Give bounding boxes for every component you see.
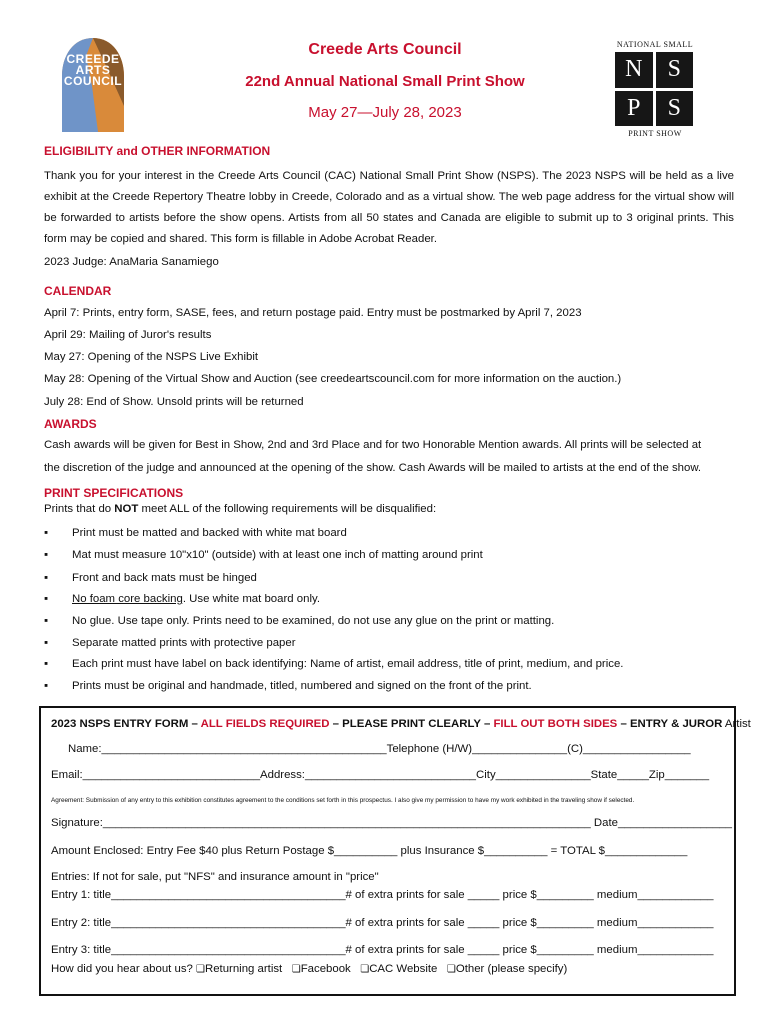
nsps-letter-s2: S <box>656 91 694 127</box>
spec-text: Prints must be original and handmade, titled, numbered and signed on the front of the print. <box>72 680 532 692</box>
entry-3-field[interactable]: Entry 3: title_____________________________________# of extra prints for sale _____ price $_________ medium____________ <box>51 944 714 956</box>
nsps-logo-bottom-text: PRINT SHOW <box>628 129 682 138</box>
option-returning-artist[interactable]: Returning artist <box>204 963 283 975</box>
option-facebook[interactable]: Facebook <box>300 963 351 975</box>
logo-word-arts: ARTS <box>75 63 111 77</box>
amount-enclosed-field[interactable]: Amount Enclosed: Entry Fee $40 plus Return Postage $__________ plus Insurance $__________ = TOTAL $_____________ <box>51 845 688 857</box>
entries-note: Entries: If not for sale, put "NFS" and insurance amount in "price" <box>51 871 379 883</box>
spec-item <box>44 680 532 692</box>
calendar-item: April 7: Prints, entry form, SASE, fees, and return postage paid. Entry must be postmarked by April 7, 2023 <box>44 307 582 319</box>
form-title-both-sides: FILL OUT BOTH SIDES <box>493 718 618 730</box>
show-dates: May 27—July 28, 2023 <box>308 104 462 121</box>
spec-item <box>44 658 623 670</box>
form-title-c: – PLEASE PRINT CLEARLY – <box>329 718 494 730</box>
spec-text: Print must be matted and backed with white mat board <box>72 527 347 539</box>
spec-item <box>44 549 483 561</box>
spec-text: Separate matted prints with protective paper <box>72 637 296 649</box>
specs-intro-c: meet ALL of the following requirements will be disqualified: <box>138 503 437 515</box>
bullet-icon: ▪ <box>44 549 49 561</box>
how-did-you-hear-row <box>51 963 567 975</box>
spec-text: Each print must have label on back identifying: Name of artist, email address, title of print, medium, and price. <box>72 658 624 670</box>
eligibility-heading: ELIGIBILITY and OTHER INFORMATION <box>44 144 271 158</box>
entry-form-title <box>51 718 751 730</box>
bullet-icon: ▪ <box>44 527 49 539</box>
entry-1-field[interactable]: Entry 1: title_____________________________________# of extra prints for sale _____ price $_________ medium____________ <box>51 889 714 901</box>
spec-text-underlined: No foam core backing <box>72 593 183 605</box>
hear-label: How did you hear about us? <box>51 963 193 975</box>
spec-text: No glue. Use tape only. Prints need to be examined, do not use any glue on the print or matting. <box>72 615 555 627</box>
specs-heading: PRINT SPECIFICATIONS <box>44 486 184 500</box>
specs-intro <box>44 503 436 515</box>
checkbox-icon[interactable]: ❏ <box>291 964 301 975</box>
nsps-letter-p: P <box>615 91 653 127</box>
entry-2-field[interactable]: Entry 2: title_____________________________________# of extra prints for sale _____ price $_________ medium____________ <box>51 917 714 929</box>
checkbox-icon[interactable]: ❏ <box>196 964 205 975</box>
entry-form-box <box>39 706 751 996</box>
spec-item <box>44 593 320 605</box>
form-title-artist: Artist <box>722 718 751 730</box>
bullet-icon: ▪ <box>44 680 49 692</box>
awards-heading: AWARDS <box>44 417 97 431</box>
spec-text: . Use white mat board only. <box>182 593 320 605</box>
nsps-letter-n: N <box>615 52 653 88</box>
spec-text: Mat must measure 10"x10" (outside) with at least one inch of matting around print <box>72 549 483 561</box>
spec-item <box>44 527 347 539</box>
name-phone-field[interactable]: Name:_____________________________________________Telephone (H/W)_______________(C)_________________ <box>68 743 691 755</box>
bullet-icon: ▪ <box>44 637 49 649</box>
spec-text: Front and back mats must be hinged <box>72 572 257 584</box>
option-cac-website[interactable]: CAC Website <box>369 963 438 975</box>
signature-date-field[interactable]: Signature:_____________________________________________________________________________ Date__________________ <box>51 817 732 829</box>
nsps-logo-top-text: NATIONAL SMALL <box>616 40 694 49</box>
bullet-icon: ▪ <box>44 572 49 584</box>
email-address-field[interactable]: Email:____________________________Address:___________________________City_______________State_____Zip_______ <box>51 769 710 781</box>
calendar-item: May 28: Opening of the Virtual Show and Auction (see creedeartscouncil.com for more information on the auction.) <box>44 373 622 385</box>
org-title: Creede Arts Council <box>308 41 462 58</box>
calendar-item: April 29: Mailing of Juror's results <box>44 329 212 341</box>
show-title: 22nd Annual National Small Print Show <box>245 73 525 90</box>
awards-line-2: the discretion of the judge and announced at the opening of the show. Cash Awards will be mailed to artists at the end of the show. <box>44 462 702 474</box>
eligibility-body: Thank you for your interest in the Creede Arts Council (CAC) National Small Print Show (NSPS). The 2023 NSPS will be held as a live exhibit at the Creede Repertory Theatre lobby in Creede, Colorado and as a virtual show. The web page address for the virtual show will be forwarded to artists before the show opens. Artists from all 50 states and Canada are eligible to submit up to 3 original prints. This form may be copied and shared. This form is fillable in Adobe Acrobat Reader. <box>44 170 734 245</box>
form-title-e: – ENTRY & JUROR <box>617 718 723 730</box>
bullet-icon: ▪ <box>44 658 49 670</box>
calendar-item: May 27: Opening of the NSPS Live Exhibit <box>44 351 259 363</box>
logo-word-council: COUNCIL <box>63 74 123 88</box>
checkbox-icon[interactable]: ❏ <box>446 964 456 975</box>
bullet-icon: ▪ <box>44 615 49 627</box>
specs-intro-not: NOT <box>114 503 139 515</box>
specs-intro-a: Prints that do <box>44 503 115 515</box>
nsps-letter-s1: S <box>656 52 694 88</box>
checkbox-icon[interactable]: ❏ <box>360 964 370 975</box>
form-title-required: ALL FIELDS REQUIRED <box>200 718 330 730</box>
calendar-heading: CALENDAR <box>44 284 112 298</box>
spec-item <box>44 572 257 584</box>
bullet-icon: ▪ <box>44 593 49 605</box>
option-other[interactable]: Other (please specify) <box>455 963 568 975</box>
awards-line-1: Cash awards will be given for Best in Show, 2nd and 3rd Place and for two Honorable Mention awards. All prints will be selected at <box>44 439 702 451</box>
judge-line: 2023 Judge: AnaMaria Sanamiego <box>44 256 219 268</box>
calendar-item: July 28: End of Show. Unsold prints will be returned <box>44 396 304 408</box>
spec-item <box>44 615 554 627</box>
logo-word-creede: CREEDE <box>66 52 120 66</box>
agreement-text: Agreement: Submission of any entry to this exhibition constitutes agreement to the conditions set forth in this prospectus. I also give my permission to have my work exhibited in the traveling show if selected. <box>51 797 635 804</box>
form-title-a: 2023 NSPS ENTRY FORM – <box>51 718 201 730</box>
spec-item <box>44 637 296 649</box>
